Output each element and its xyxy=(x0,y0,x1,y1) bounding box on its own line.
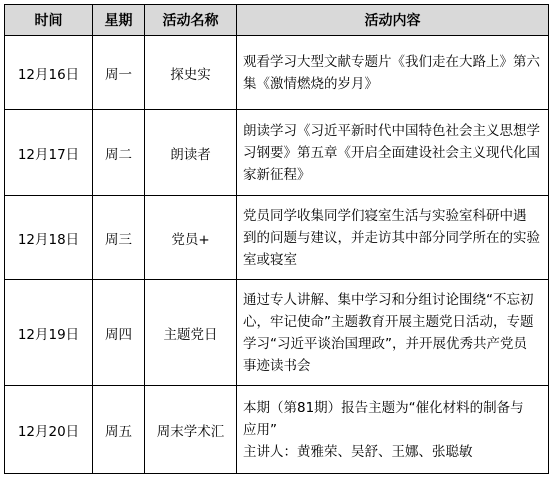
date-cell: 12月16日 xyxy=(5,36,93,110)
header-activity-content: 活动内容 xyxy=(237,5,549,36)
content-line: 心，牢记使命”主题教育开展主题党日活动，专题 xyxy=(243,313,534,330)
weekday-cell: 周一 xyxy=(93,36,145,110)
header-time: 时间 xyxy=(5,5,93,36)
activity-name-cell: 主题党日 xyxy=(145,280,237,386)
content-line: 党员同学收集同学们寝室生活与实验室科研中遇 xyxy=(243,207,527,224)
table-row xyxy=(5,386,549,474)
activity-name-cell: 朗读者 xyxy=(145,110,237,196)
content-line: 事迹读书会 xyxy=(243,357,311,374)
header-weekday: 星期 xyxy=(93,5,145,36)
content-line: 本期（第81期）报告主题为“催化材料的制备与 xyxy=(243,399,524,416)
activity-name-cell: 党员+ xyxy=(145,196,237,280)
date-cell: 12月20日 xyxy=(5,386,93,474)
content-line: 通过专人讲解、集中学习和分组讨论围绕“不忘初 xyxy=(243,291,534,308)
activity-name-cell: 探史实 xyxy=(145,36,237,110)
header-activity-name: 活动名称 xyxy=(145,5,237,36)
content-line: 应用” xyxy=(243,421,277,438)
table-row xyxy=(5,110,549,196)
weekday-cell: 周三 xyxy=(93,196,145,280)
content-line: 朗读学习《习近平新时代中国特色社会主义思想学 xyxy=(243,122,540,139)
content-line: 观看学习大型文献专题片《我们走在大路上》第六 xyxy=(243,53,540,70)
date-cell: 12月19日 xyxy=(5,280,93,386)
content-line: 到的问题与建议，并走访其中部分同学所在的实验 xyxy=(243,229,540,246)
table-row xyxy=(5,196,549,280)
date-cell: 12月18日 xyxy=(5,196,93,280)
activity-content-cell xyxy=(237,110,549,196)
activity-content-cell xyxy=(237,36,549,110)
weekday-cell: 周四 xyxy=(93,280,145,386)
weekday-cell: 周二 xyxy=(93,110,145,196)
activity-name-cell: 周末学术汇 xyxy=(145,386,237,474)
table-header-row xyxy=(5,5,549,36)
table-row xyxy=(5,280,549,386)
content-line: 集《激情燃烧的岁月》 xyxy=(243,75,378,92)
content-line: 主讲人：黄雅荣、吴舒、王娜、张聪敏 xyxy=(243,443,473,460)
table-row xyxy=(5,36,549,110)
content-line: 家新征程》 xyxy=(243,166,311,183)
activity-content-cell xyxy=(237,280,549,386)
activity-content-cell xyxy=(237,196,549,280)
weekday-cell: 周五 xyxy=(93,386,145,474)
content-line: 习钢要》第五章《开启全面建设社会主义现代化国 xyxy=(243,144,540,161)
date-cell: 12月17日 xyxy=(5,110,93,196)
content-line: 室或寝室 xyxy=(243,251,297,268)
content-line: 学习“习近平谈治国理政”，并开展优秀共产党员 xyxy=(243,335,527,352)
activity-content-cell xyxy=(237,386,549,474)
activity-schedule-table xyxy=(4,4,549,474)
